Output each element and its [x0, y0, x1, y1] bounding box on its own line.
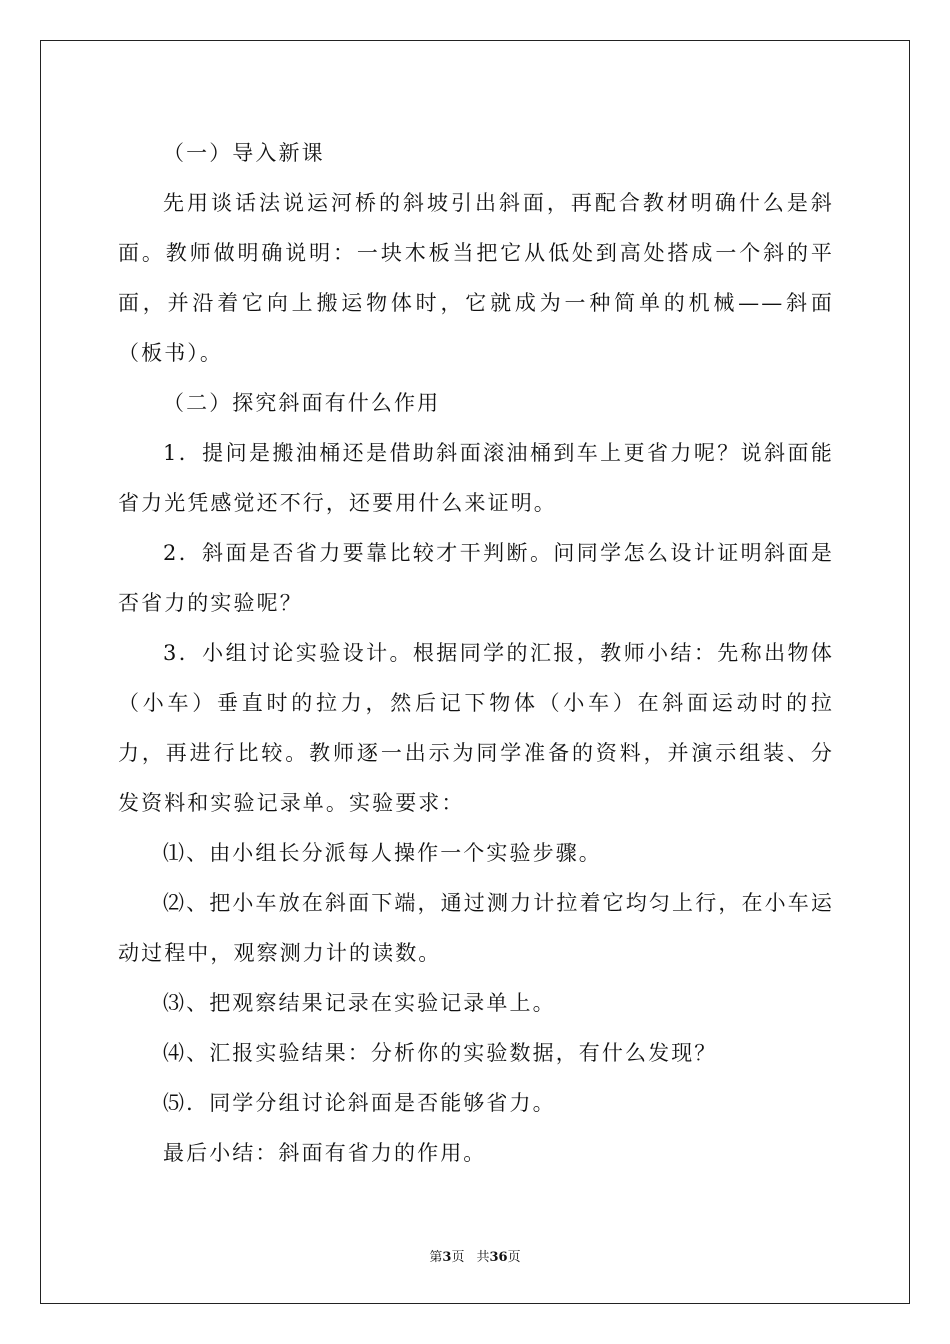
footer-page-prefix: 第 [429, 1250, 443, 1265]
footer-total-prefix: 共 [476, 1250, 490, 1265]
section-heading-intro: （一）导入新课 [163, 141, 325, 165]
requirement-item-3: ⑶、把观察结果记录在实验记录单上。 [163, 991, 556, 1015]
paragraph-intro-description: 先用谈话法说运河桥的斜坡引出斜面，再配合教材明确什么是斜面。教师做明确说明：一块木板当把它从低处到高处搭成一个斜的平面，并沿着它向上搬运物体时，它就成为一种简单的机械——斜面（板书）。 [118, 191, 834, 365]
paragraph-step-2: 2．斜面是否省力要靠比较才干判断。问同学怎么设计证明斜面是否省力的实验呢？ [118, 541, 834, 615]
requirement-item-1: ⑴、由小组长分派每人操作一个实验步骤。 [163, 841, 602, 865]
section-heading-explore: （二）探究斜面有什么作用 [163, 391, 441, 415]
paragraph-summary: 最后小结：斜面有省力的作用。 [163, 1141, 487, 1165]
requirement-item-4: ⑷、汇报实验结果：分析你的实验数据，有什么发现？ [163, 1041, 718, 1065]
footer-total-suffix: 页 [507, 1250, 521, 1265]
document-body [118, 128, 834, 1178]
footer-page-suffix: 页 [451, 1250, 465, 1265]
footer-page-number: 3 [442, 1250, 452, 1265]
footer-total-number: 36 [489, 1250, 508, 1265]
paragraph-step-3: 3．小组讨论实验设计。根据同学的汇报，教师小结：先称出物体（小车）垂直时的拉力，然后记下物体（小车）在斜面运动时的拉力，再进行比较。教师逐一出示为同学准备的资料，并演示组装、分发资料和实验记录单。实验要求： [118, 641, 834, 815]
requirement-item-2: ⑵、把小车放在斜面下端，通过测力计拉着它均匀上行，在小车运动过程中，观察测力计的读数。 [118, 891, 834, 965]
paragraph-step-1: 1．提问是搬油桶还是借助斜面滚油桶到车上更省力呢？说斜面能省力光凭感觉还不行，还要用什么来证明。 [118, 441, 834, 515]
requirement-item-5: ⑸．同学分组讨论斜面是否能够省力。 [163, 1091, 556, 1115]
page-footer [0, 1246, 950, 1265]
